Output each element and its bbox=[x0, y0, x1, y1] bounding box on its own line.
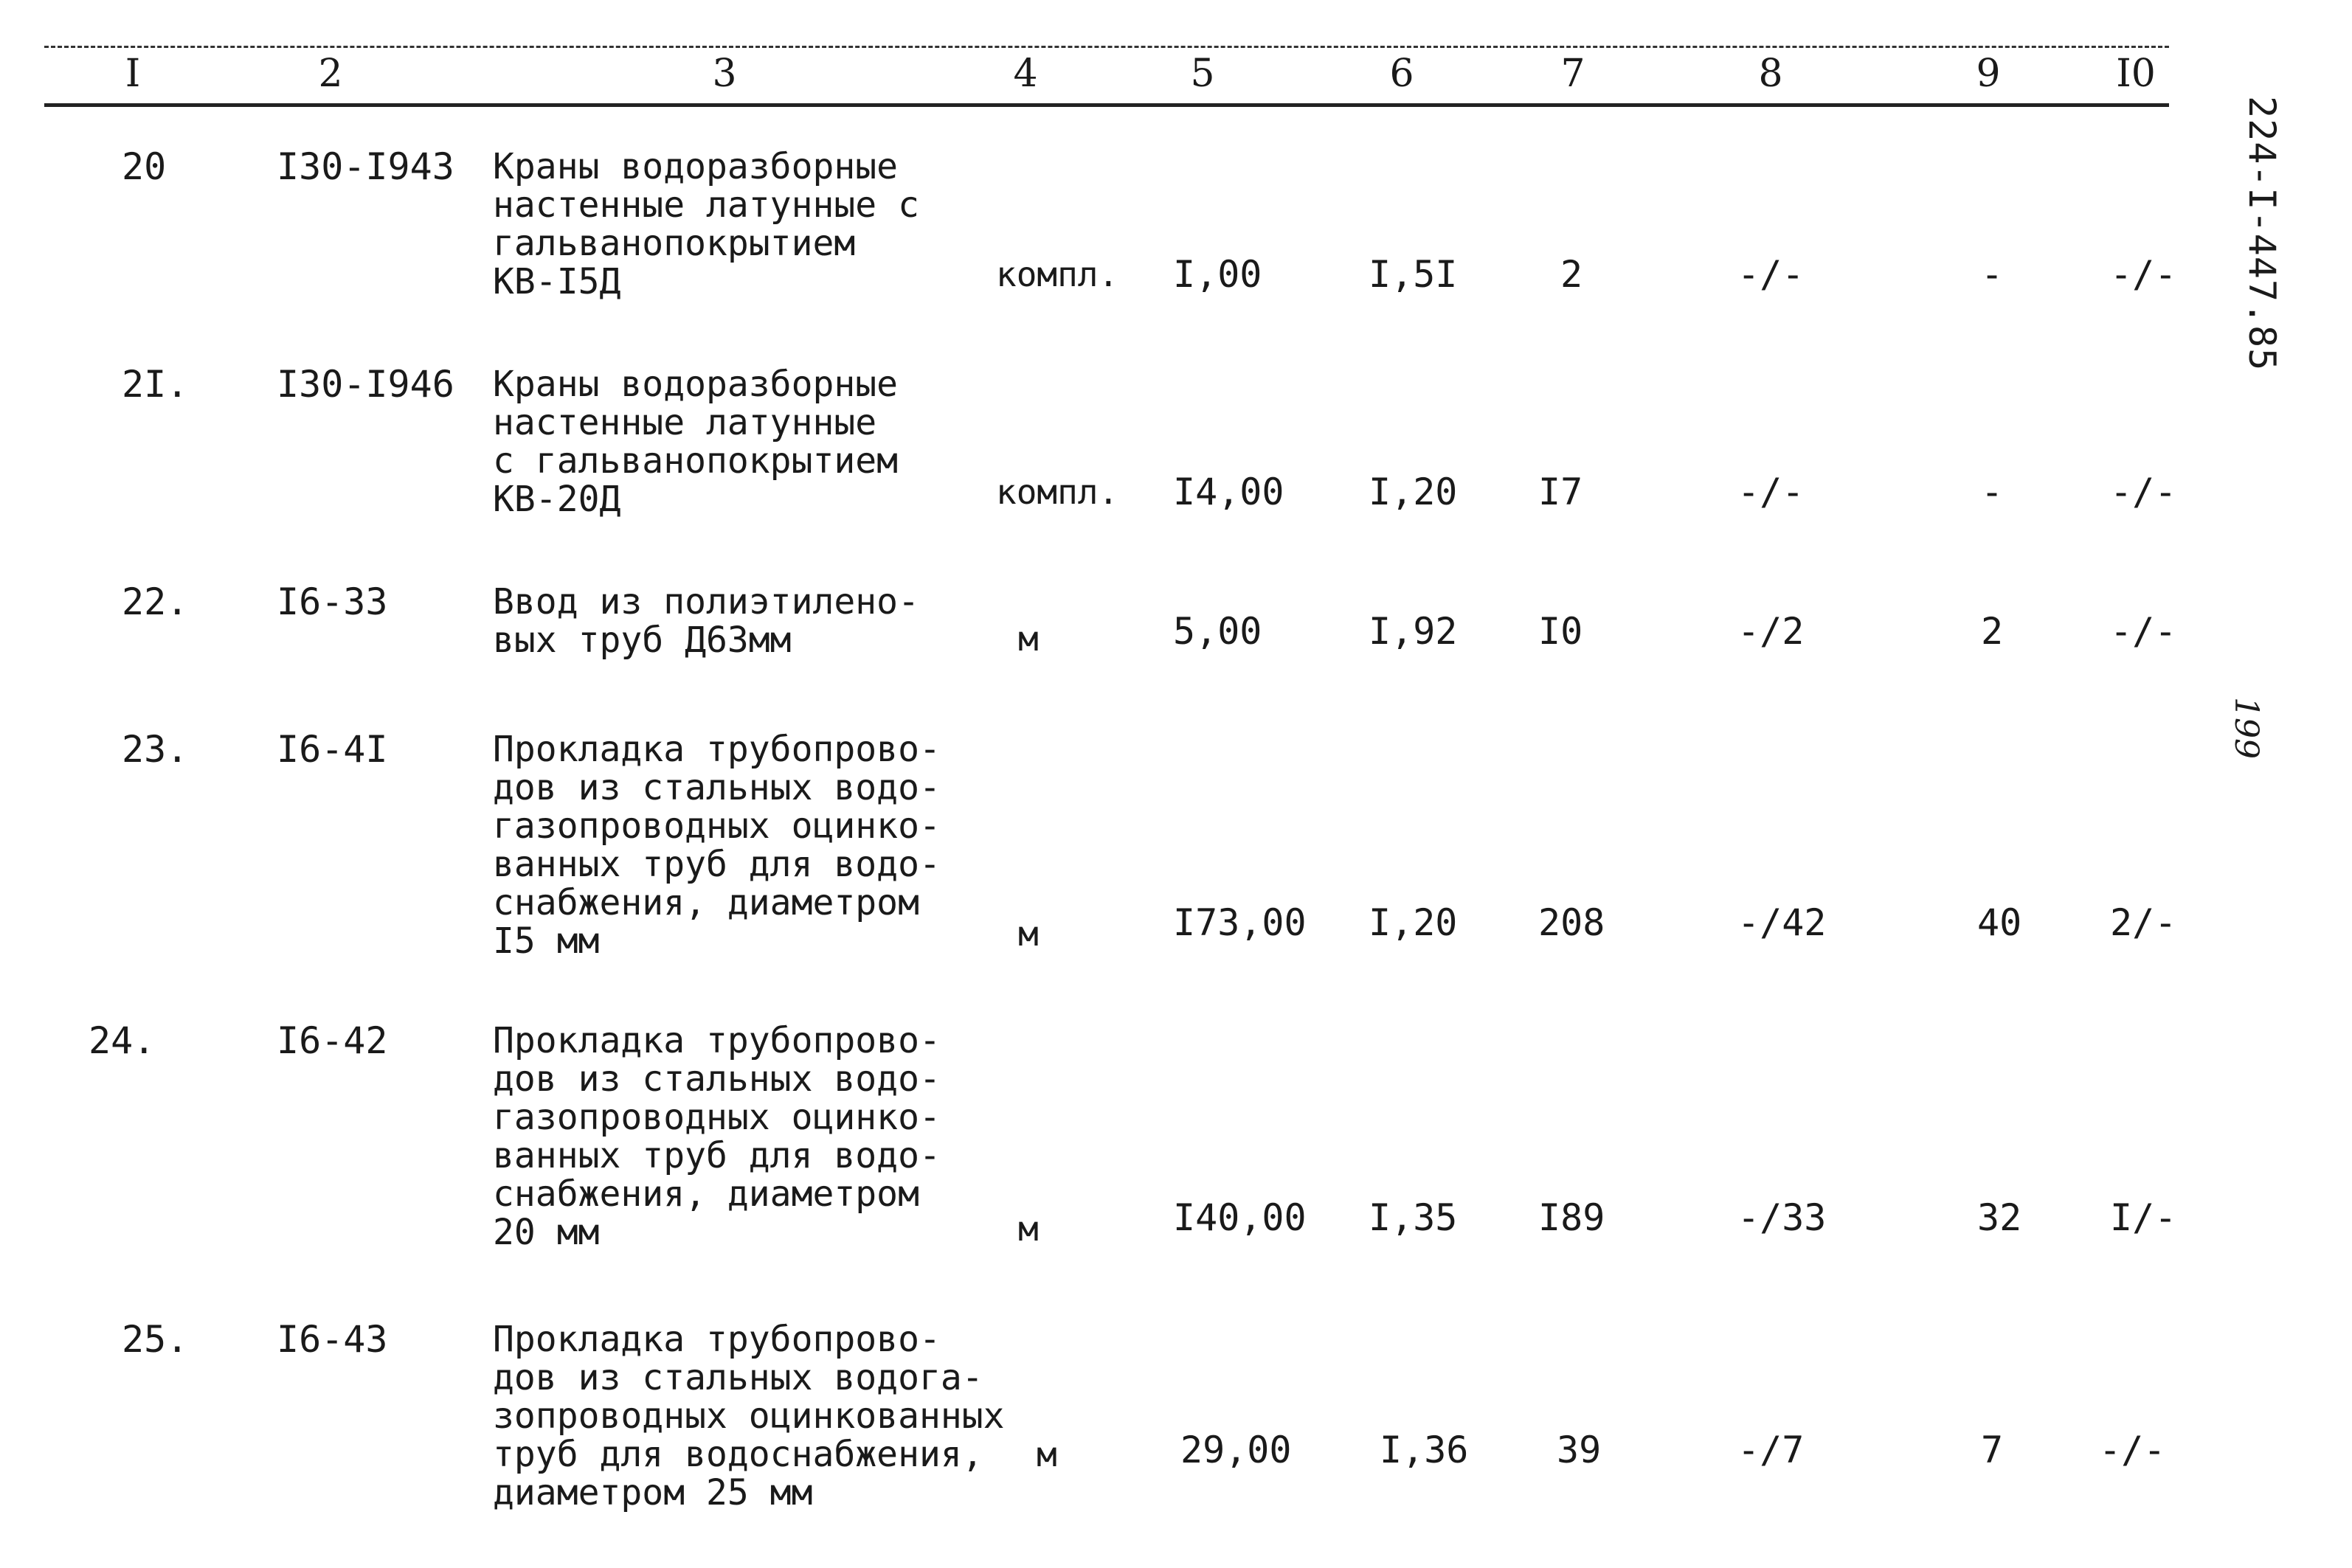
row-quantity: 29,00 bbox=[1180, 1429, 1292, 1471]
row-coefficient: I,35 bbox=[1369, 1196, 1458, 1239]
row-col10: 2/- bbox=[2110, 901, 2177, 944]
row-col8: -/- bbox=[1737, 253, 1805, 296]
row-col7: I0 bbox=[1538, 610, 1583, 653]
row-col7: 39 bbox=[1557, 1429, 1602, 1471]
row-col9: 2 bbox=[1981, 610, 2004, 653]
row-col7: I89 bbox=[1538, 1196, 1605, 1239]
header-col-8: 8 bbox=[1758, 52, 1783, 96]
row-description: Краны водоразборные настенные латунные с гальванопокрытием КВ-I5Д bbox=[493, 146, 919, 302]
row-col10: -/- bbox=[2110, 253, 2177, 296]
row-description: Прокладка трубопрово- дов из стальных водо- газопроводных оцинко- ванных труб для водо- снабжения, диаметром 20 мм bbox=[493, 1020, 941, 1253]
row-col9: 32 bbox=[1977, 1196, 2022, 1239]
row-code: I6-43 bbox=[277, 1318, 388, 1361]
row-col8: -/7 bbox=[1737, 1429, 1805, 1471]
row-col10: -/- bbox=[2110, 610, 2177, 653]
row-col7: 2 bbox=[1560, 253, 1583, 296]
row-code: I30-I946 bbox=[277, 363, 454, 406]
header-col-10: I0 bbox=[2116, 52, 2156, 96]
row-description: Прокладка трубопрово- дов из стальных водога- зопроводных оцинкованных труб для водоснабжения, диаметром 25 мм bbox=[493, 1319, 1005, 1513]
table-header bbox=[0, 52, 2352, 96]
row-coefficient: I,36 bbox=[1380, 1429, 1469, 1471]
header-col-6: 6 bbox=[1389, 52, 1414, 96]
header-rule bbox=[44, 103, 2169, 107]
row-col9: - bbox=[1981, 471, 2004, 513]
row-unit: м bbox=[1018, 619, 1039, 659]
row-col9: - bbox=[1981, 253, 2004, 296]
row-description: Прокладка трубопрово- дов из стальных водо- газопроводных оцинко- ванных труб для водо- снабжения, диаметром I5 мм bbox=[493, 729, 941, 962]
header-col-4: 4 bbox=[1013, 52, 1038, 96]
row-col10: -/- bbox=[2110, 471, 2177, 513]
top-rule bbox=[44, 46, 2169, 48]
row-quantity: I,00 bbox=[1173, 253, 1262, 296]
row-code: I30-I943 bbox=[277, 145, 454, 188]
header-col-2: 2 bbox=[318, 52, 343, 96]
row-description: Краны водоразборные настенные латунные с гальванопокрытием КВ-20Д bbox=[493, 364, 899, 520]
row-quantity: I4,00 bbox=[1173, 471, 1284, 513]
row-col9: 7 bbox=[1981, 1429, 2004, 1471]
row-number: 22. bbox=[122, 580, 189, 623]
row-unit: м bbox=[1018, 914, 1039, 954]
row-description: Ввод из полиэтилено- вых труб Д63мм bbox=[493, 581, 919, 661]
row-unit: м bbox=[1018, 1209, 1039, 1249]
row-code: I6-42 bbox=[277, 1019, 388, 1062]
row-unit: м bbox=[1037, 1435, 1057, 1474]
header-col-9: 9 bbox=[1976, 52, 2001, 96]
row-number: 25. bbox=[122, 1318, 189, 1361]
page-number: 199 bbox=[2227, 697, 2265, 759]
row-col8: -/42 bbox=[1737, 901, 1827, 944]
row-col8: -/- bbox=[1737, 471, 1805, 513]
row-col7: 208 bbox=[1538, 901, 1605, 944]
row-coefficient: I,5I bbox=[1369, 253, 1458, 296]
row-number: 2I. bbox=[122, 363, 189, 406]
row-code: I6-33 bbox=[277, 580, 388, 623]
document-code: 224-I-447.85 bbox=[2241, 96, 2283, 372]
row-quantity: 5,00 bbox=[1173, 610, 1262, 653]
row-unit: компл. bbox=[996, 254, 1119, 294]
header-col-5: 5 bbox=[1190, 52, 1215, 96]
row-number: 23. bbox=[122, 728, 189, 771]
row-unit: компл. bbox=[996, 472, 1119, 512]
row-quantity: I40,00 bbox=[1173, 1196, 1307, 1239]
row-col10: I/- bbox=[2110, 1196, 2177, 1239]
row-col9: 40 bbox=[1977, 901, 2022, 944]
row-number: 24. bbox=[89, 1019, 156, 1062]
row-col8: -/33 bbox=[1737, 1196, 1827, 1239]
row-coefficient: I,20 bbox=[1369, 471, 1458, 513]
row-number: 20 bbox=[122, 145, 167, 188]
row-coefficient: I,92 bbox=[1369, 610, 1458, 653]
row-col8: -/2 bbox=[1737, 610, 1805, 653]
row-quantity: I73,00 bbox=[1173, 901, 1307, 944]
row-col10: -/- bbox=[2099, 1429, 2166, 1471]
header-col-7: 7 bbox=[1560, 52, 1585, 96]
header-col-3: 3 bbox=[712, 52, 737, 96]
row-col7: I7 bbox=[1538, 471, 1583, 513]
row-coefficient: I,20 bbox=[1369, 901, 1458, 944]
header-col-1: I bbox=[125, 52, 141, 96]
row-code: I6-4I bbox=[277, 728, 388, 771]
